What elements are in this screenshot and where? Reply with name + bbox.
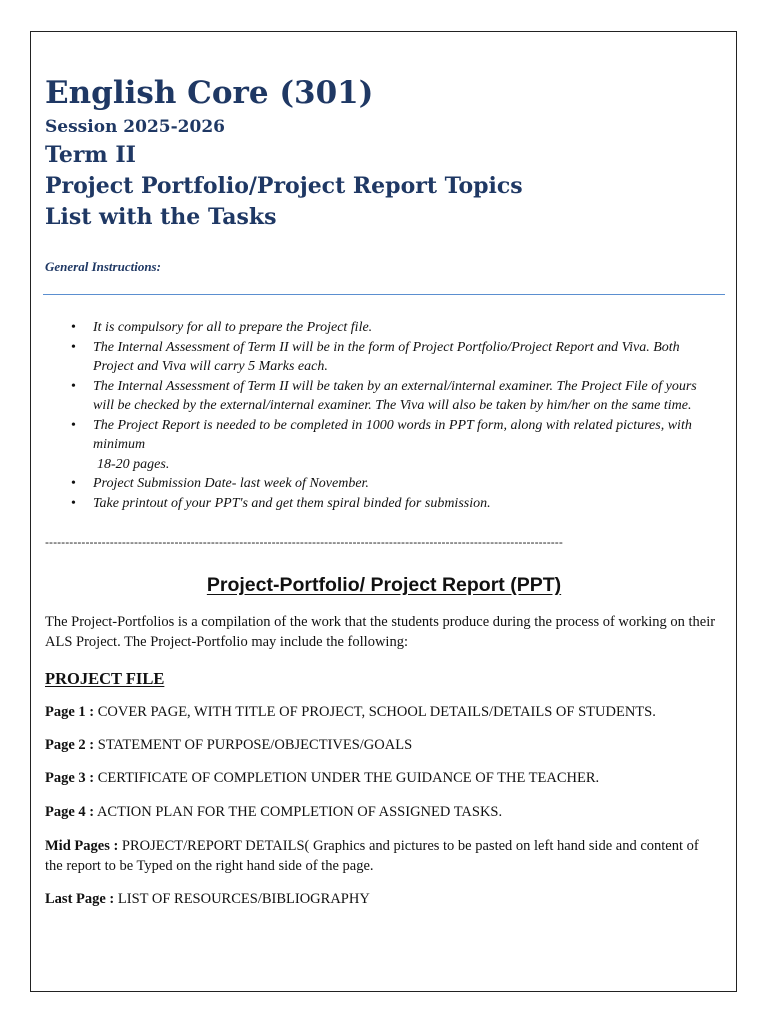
instruction-item: • Project Submission Date- last week of November. bbox=[93, 474, 713, 494]
page-item-text: CERTIFICATE OF COMPLETION UNDER THE GUIDANCE OF THE TEACHER. bbox=[94, 770, 600, 786]
page-item-label: Page 1 : bbox=[45, 704, 95, 720]
section-intro: The Project-Portfolios is a compilation of the work that the students produce during the process of working on their ALS Project. The Project-Portfolio may include the following: bbox=[45, 614, 716, 650]
instruction-pages-note: 18-20 pages. bbox=[97, 456, 170, 472]
page-item bbox=[45, 769, 717, 789]
instruction-item: • The Internal Assessment of Term II will be taken by an external/internal examiner. The Project File of yours will be checked by the external/internal examiner. The Viva will also be taken by him/her on the same time. bbox=[93, 377, 713, 416]
page-item bbox=[45, 736, 717, 756]
page-item-text: LIST OF RESOURCES/BIBLIOGRAPHY bbox=[114, 891, 370, 907]
project-file-heading: PROJECT FILE bbox=[45, 669, 165, 688]
document-title: English Core (301) bbox=[45, 75, 374, 111]
page-item-label: Page 4 : bbox=[45, 804, 95, 820]
term-heading: Term II bbox=[45, 142, 136, 168]
general-instructions-label: General Instructions: bbox=[45, 259, 161, 274]
instruction-item: • The Internal Assessment of Term II will be in the form of Project Portfolio/Project Report and Viva. Both Project and Viva will carry 5 Marks each. bbox=[93, 338, 713, 377]
section-title-wrap bbox=[0, 574, 768, 597]
page-item-text: ACTION PLAN FOR THE COMPLETION OF ASSIGNED TASKS. bbox=[94, 804, 503, 820]
session-label: Session 2025-2026 bbox=[45, 117, 225, 137]
page-item-text: PROJECT/REPORT DETAILS( Graphics and pictures to be pasted on left hand side and content of the report to be Typed on the right hand side of the page. bbox=[45, 838, 699, 874]
dashed-separator: -------------------------------------------------------------------------------------------------------------------------------- bbox=[45, 536, 563, 548]
page-item-label: Last Page : bbox=[45, 891, 115, 907]
page-item-label: Page 3 : bbox=[45, 770, 95, 786]
page-item bbox=[45, 890, 717, 910]
page-item bbox=[45, 803, 717, 823]
page-item bbox=[45, 837, 717, 876]
instruction-item-text: The Project Report is needed to be completed in 1000 words in PPT form, along with related pictures, with minimum bbox=[93, 417, 692, 452]
section-title: Project-Portfolio/ Project Report (PPT) bbox=[206, 574, 562, 596]
page-item-label: Page 2 : bbox=[45, 737, 95, 753]
page-item-text: COVER PAGE, WITH TITLE OF PROJECT, SCHOOL DETAILS/DETAILS OF STUDENTS. bbox=[94, 704, 656, 720]
instruction-item: • It is compulsory for all to prepare the Project file. bbox=[93, 318, 713, 338]
page-item-label: Mid Pages : bbox=[45, 838, 119, 854]
page-item-text: STATEMENT OF PURPOSE/OBJECTIVES/GOALS bbox=[94, 737, 413, 753]
instruction-item bbox=[93, 416, 713, 475]
topic-heading-line2: List with the Tasks bbox=[45, 204, 277, 230]
instruction-item: • Take printout of your PPT's and get them spiral binded for submission. bbox=[93, 494, 713, 514]
instructions-list bbox=[93, 318, 713, 513]
topic-heading-line1: Project Portfolio/Project Report Topics bbox=[45, 173, 523, 199]
document-header bbox=[45, 72, 715, 233]
heading-divider bbox=[43, 294, 725, 295]
page-item bbox=[45, 703, 717, 723]
